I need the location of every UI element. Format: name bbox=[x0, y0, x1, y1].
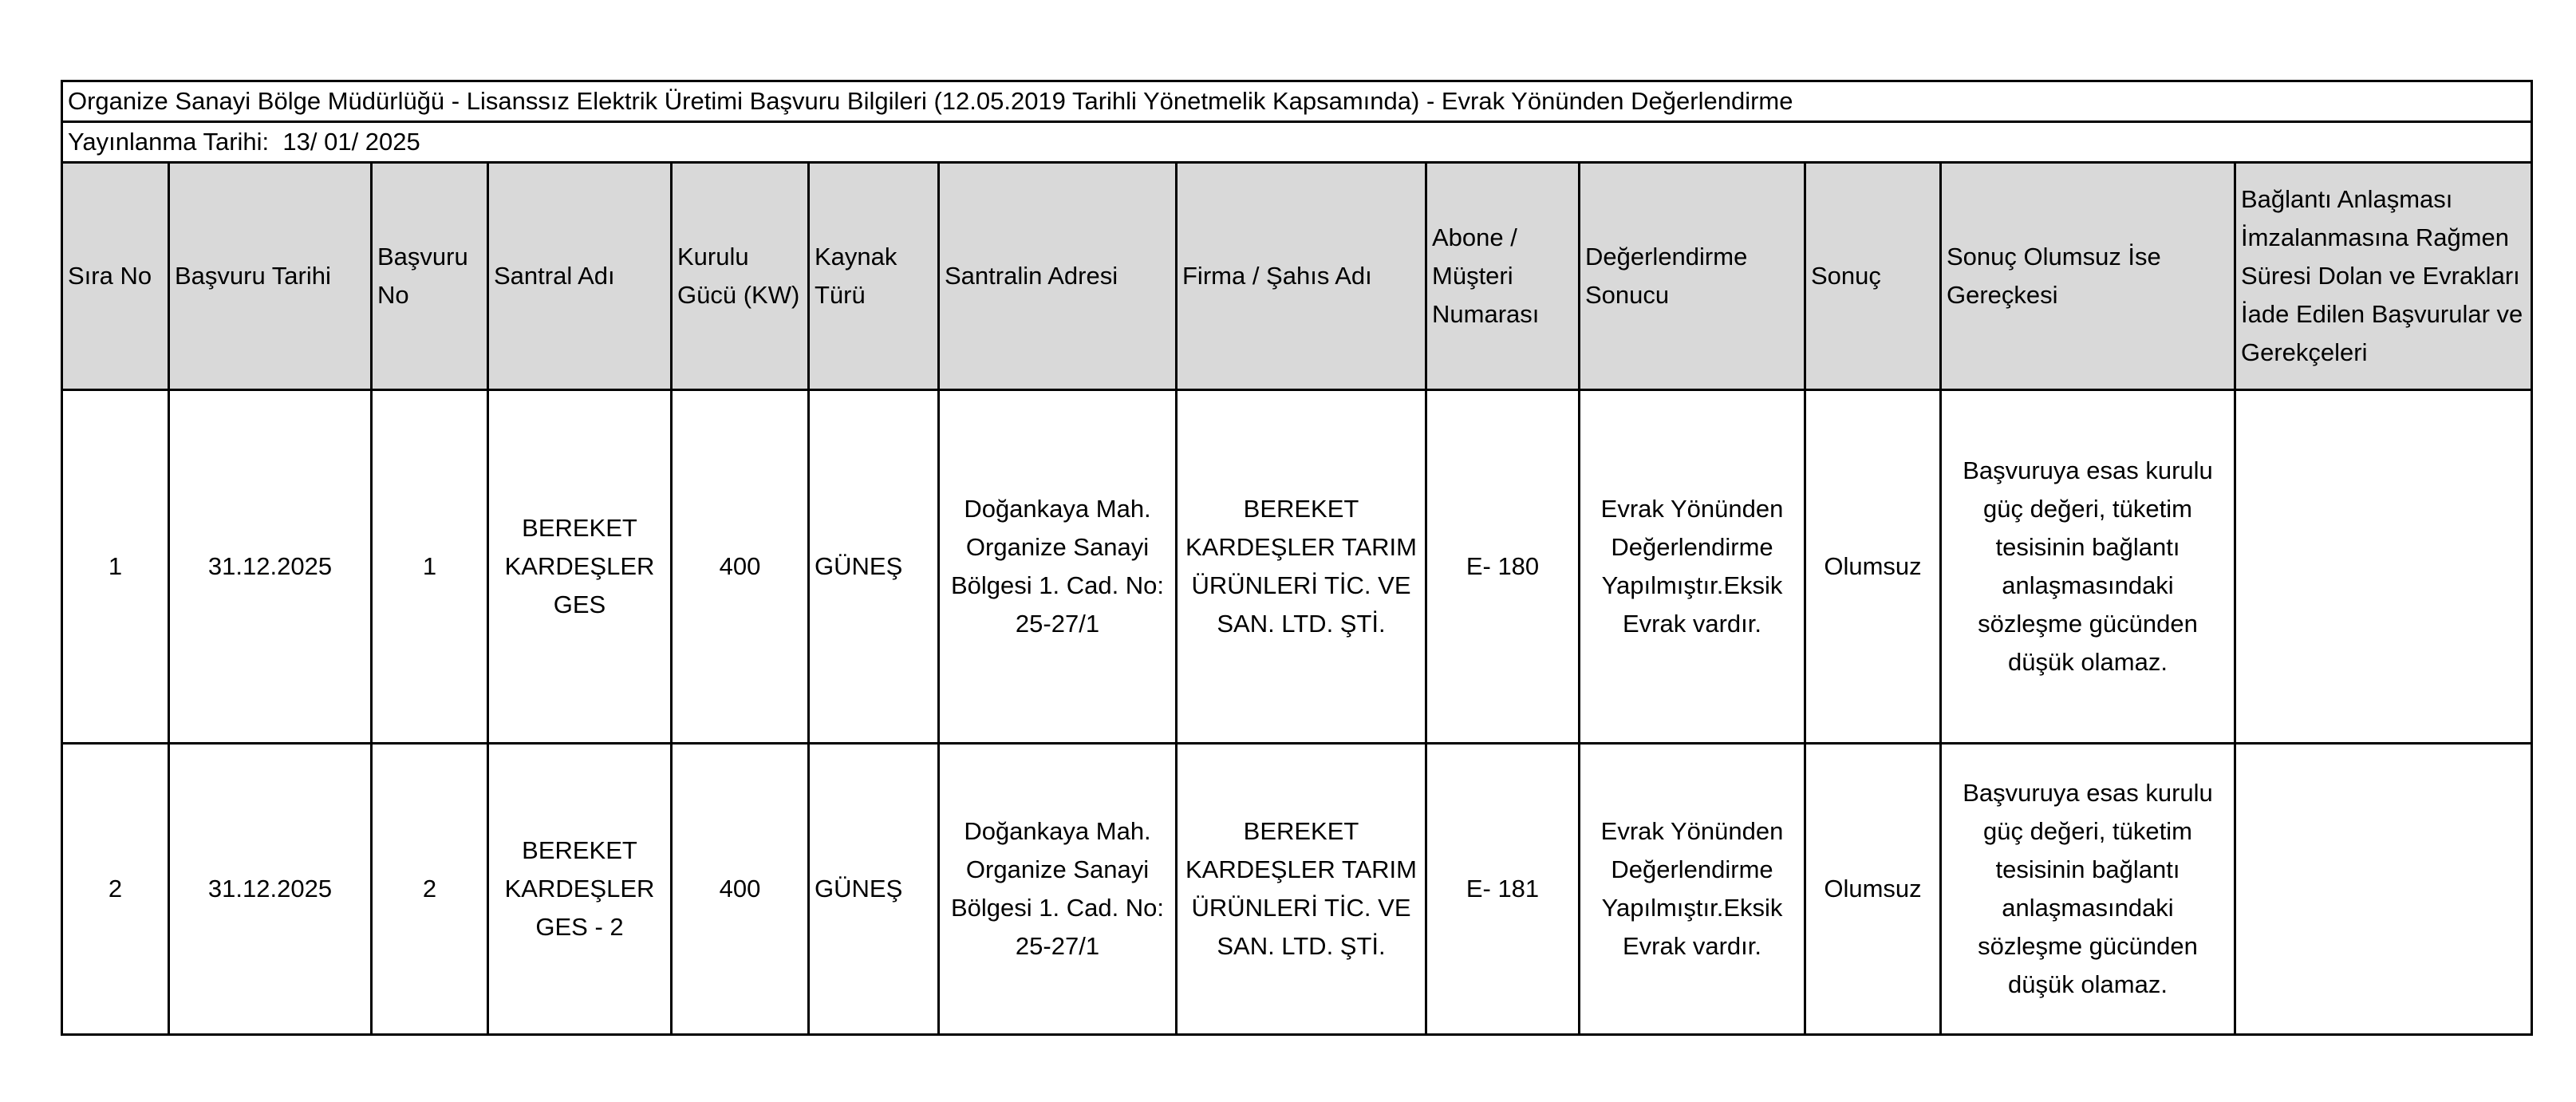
cell-degerlendirme: Evrak Yönünden Değerlendirme Yapılmıştır.Eksik Evrak vardır. bbox=[1580, 390, 1805, 744]
cell-santral-adi: BEREKET KARDEŞLER GES - 2 bbox=[488, 744, 672, 1035]
header-iade: Bağlantı Anlaşması İmzalanmasına Rağmen Süresi Dolan ve Evrakları İade Edilen Başvurular ve Gerekçeleri bbox=[2235, 163, 2532, 390]
cell-iade bbox=[2235, 390, 2532, 744]
header-kurulu-guc: Kurulu Gücü (KW) bbox=[672, 163, 809, 390]
cell-iade bbox=[2235, 744, 2532, 1035]
cell-basvuru-no: 1 bbox=[372, 390, 488, 744]
cell-santral-adi: BEREKET KARDEŞLER GES bbox=[488, 390, 672, 744]
table-row bbox=[62, 390, 2532, 744]
header-sonuc: Sonuç bbox=[1805, 163, 1941, 390]
cell-abone-no: E- 180 bbox=[1426, 390, 1580, 744]
header-santral-adi: Santral Adı bbox=[488, 163, 672, 390]
cell-kurulu-guc: 400 bbox=[672, 744, 809, 1035]
cell-kurulu-guc: 400 bbox=[672, 390, 809, 744]
cell-sonuc: Olumsuz bbox=[1805, 390, 1941, 744]
header-basvuru-no: Başvuru No bbox=[372, 163, 488, 390]
cell-santral-adresi: Doğankaya Mah. Organize Sanayi Bölgesi 1. Cad. No: 25-27/1 bbox=[939, 390, 1177, 744]
publication-date-cell bbox=[62, 122, 2532, 163]
cell-firma: BEREKET KARDEŞLER TARIM ÜRÜNLERİ TİC. VE SAN. LTD. ŞTİ. bbox=[1177, 390, 1426, 744]
header-firma: Firma / Şahıs Adı bbox=[1177, 163, 1426, 390]
cell-sira-no: 1 bbox=[62, 390, 169, 744]
cell-gerekce: Başvuruya esas kurulu güç değeri, tüketim tesisinin bağlantı anlaşmasındaki sözleşme gücünden düşük olamaz. bbox=[1941, 744, 2235, 1035]
cell-kaynak-turu: GÜNEŞ bbox=[809, 390, 939, 744]
header-santral-adresi: Santralin Adresi bbox=[939, 163, 1177, 390]
header-abone-no: Abone / Müşteri Numarası bbox=[1426, 163, 1580, 390]
table-row bbox=[62, 744, 2532, 1035]
evaluation-table bbox=[61, 80, 2533, 1036]
cell-abone-no: E- 181 bbox=[1426, 744, 1580, 1035]
cell-basvuru-tarihi: 31.12.2025 bbox=[169, 744, 372, 1035]
cell-degerlendirme: Evrak Yönünden Değerlendirme Yapılmıştır.Eksik Evrak vardır. bbox=[1580, 744, 1805, 1035]
cell-basvuru-tarihi: 31.12.2025 bbox=[169, 390, 372, 744]
header-gerekce: Sonuç Olumsuz İse Gereçkesi bbox=[1941, 163, 2235, 390]
cell-santral-adresi: Doğankaya Mah. Organize Sanayi Bölgesi 1. Cad. No: 25-27/1 bbox=[939, 744, 1177, 1035]
cell-firma: BEREKET KARDEŞLER TARIM ÜRÜNLERİ TİC. VE SAN. LTD. ŞTİ. bbox=[1177, 744, 1426, 1035]
cell-gerekce: Başvuruya esas kurulu güç değeri, tüketim tesisinin bağlantı anlaşmasındaki sözleşme gücünden düşük olamaz. bbox=[1941, 390, 2235, 744]
publication-date-label: Yayınlanma Tarihi: bbox=[68, 128, 270, 156]
document-title: Organize Sanayi Bölge Müdürlüğü - Lisanssız Elektrik Üretimi Başvuru Bilgileri (12.05.2019 Tarihli Yönetmelik Kapsamında) - Evrak Yönünden Değerlendirme bbox=[62, 81, 2532, 122]
cell-sonuc: Olumsuz bbox=[1805, 744, 1941, 1035]
header-sira-no: Sıra No bbox=[62, 163, 169, 390]
header-kaynak-turu: Kaynak Türü bbox=[809, 163, 939, 390]
publication-date-value: 13/ 01/ 2025 bbox=[282, 128, 420, 156]
cell-kaynak-turu: GÜNEŞ bbox=[809, 744, 939, 1035]
document-title-row bbox=[62, 81, 2532, 122]
column-header-row bbox=[62, 163, 2532, 390]
header-basvuru-tarihi: Başvuru Tarihi bbox=[169, 163, 372, 390]
publication-date-row bbox=[62, 122, 2532, 163]
header-degerlendirme: Değerlendirme Sonucu bbox=[1580, 163, 1805, 390]
cell-basvuru-no: 2 bbox=[372, 744, 488, 1035]
cell-sira-no: 2 bbox=[62, 744, 169, 1035]
